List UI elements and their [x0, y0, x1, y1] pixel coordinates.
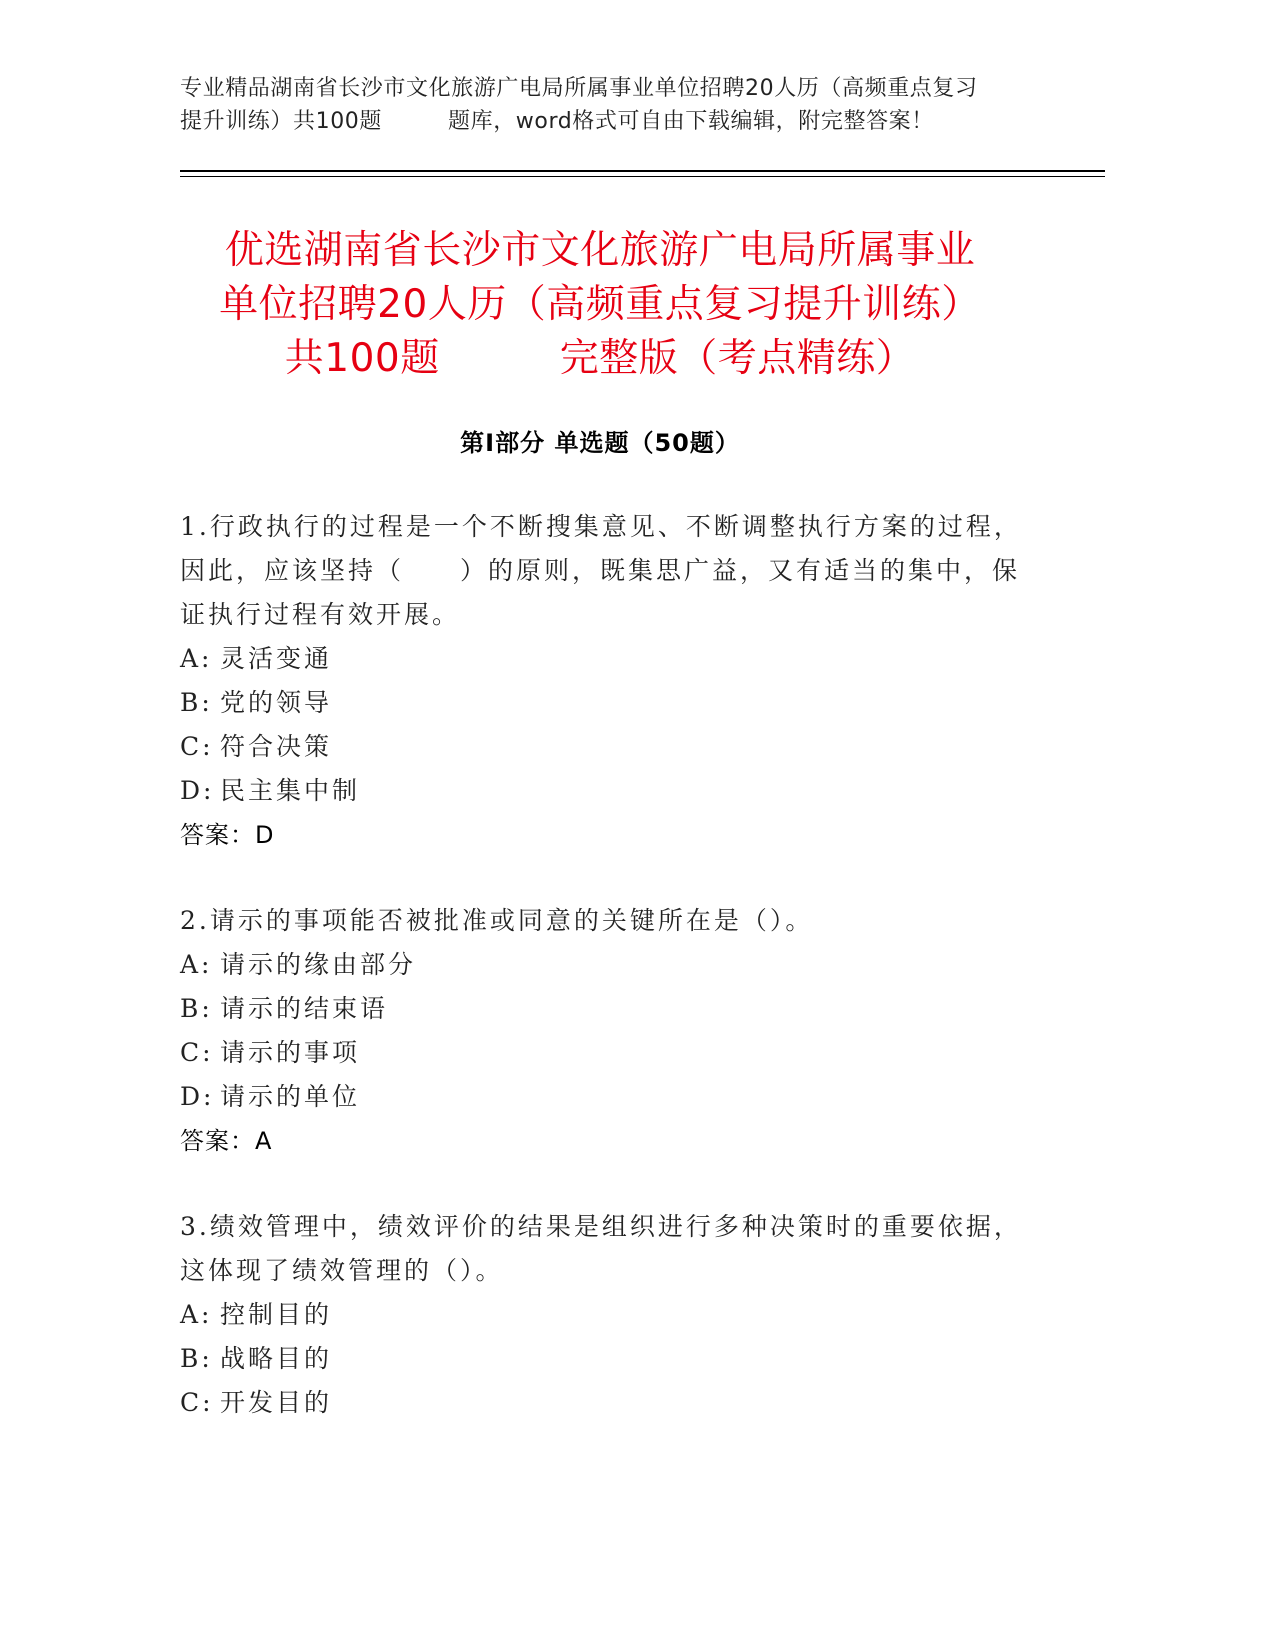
option-text: 战略目的: [220, 1344, 333, 1373]
option-letter: C:: [180, 1388, 214, 1417]
question-1: [180, 505, 1040, 857]
question-2-option-a: [180, 943, 1040, 987]
option-letter: A:: [180, 950, 213, 979]
question-2: [180, 899, 1040, 1163]
section-heading: 第Ⅰ部分 单选题（50题）: [460, 429, 740, 457]
option-text: 符合决策: [220, 732, 333, 761]
option-letter: A:: [180, 1300, 213, 1329]
title-line-2: 单位招聘20人历（高频重点复习提升训练）: [219, 282, 981, 327]
question-1-answer: 答案：D: [180, 821, 275, 849]
question-3: [180, 1205, 1040, 1425]
option-text: 请示的事项: [220, 1038, 361, 1067]
option-text: 民主集中制: [220, 776, 361, 805]
header-line-2-part-a: 提升训练）共100题: [180, 109, 382, 134]
question-1-option-b: [180, 681, 1040, 725]
option-text: 控制目的: [220, 1300, 333, 1329]
option-letter: D:: [180, 1082, 215, 1111]
option-text: 请示的单位: [220, 1082, 361, 1111]
question-2-option-b: [180, 987, 1040, 1031]
option-text: 请示的结束语: [220, 994, 389, 1023]
title-line-3: [170, 332, 1030, 386]
question-3-line-1: 3.绩效管理中，绩效评价的结果是组织进行多种决策时的重要依据，: [180, 1212, 1022, 1241]
option-text: 灵活变通: [220, 644, 333, 673]
question-1-line-3: 证执行过程有效开展。: [180, 600, 461, 629]
option-text: 党的领导: [220, 688, 333, 717]
title-line-3-part-a: 共100题: [284, 336, 440, 381]
option-letter: B:: [180, 688, 213, 717]
question-1-line-1: 1.行政执行的过程是一个不断搜集意见、不断调整执行方案的过程，: [180, 512, 1022, 541]
header-line-1: 专业精品湖南省长沙市文化旅游广电局所属事业单位招聘20人历（高频重点复习: [180, 76, 978, 101]
document-title: [170, 224, 1030, 386]
option-text: 请示的缘由部分: [220, 950, 417, 979]
option-letter: B:: [180, 1344, 213, 1373]
question-2-answer: 答案：A: [180, 1127, 273, 1155]
question-1-option-d: [180, 769, 1040, 813]
header-line-2-part-b: 题库，word格式可自由下载编辑，附完整答案！: [448, 109, 934, 134]
option-letter: B:: [180, 994, 213, 1023]
question-list: [180, 505, 1040, 1467]
option-letter: A:: [180, 644, 213, 673]
question-1-option-c: [180, 725, 1040, 769]
question-2-option-d: [180, 1075, 1040, 1119]
question-2-line-1: 2.请示的事项能否被批准或同意的关键所在是（）。: [180, 906, 814, 935]
question-3-option-c: [180, 1381, 1040, 1425]
header-divider-thick: [180, 170, 1105, 172]
option-letter: C:: [180, 732, 214, 761]
header-line-2: [180, 105, 1060, 138]
question-3-option-b: [180, 1337, 1040, 1381]
document-header-note: [180, 72, 1060, 138]
title-line-1: 优选湖南省长沙市文化旅游广电局所属事业: [224, 228, 976, 273]
option-text: 开发目的: [220, 1388, 333, 1417]
question-2-option-c: [180, 1031, 1040, 1075]
question-1-option-a: [180, 637, 1040, 681]
question-3-line-2: 这体现了绩效管理的（）。: [180, 1256, 504, 1285]
header-divider-thin: [180, 176, 1105, 177]
question-3-option-a: [180, 1293, 1040, 1337]
option-letter: D:: [180, 776, 215, 805]
title-line-3-part-b: 完整版（考点精练）: [559, 336, 916, 381]
option-letter: C:: [180, 1038, 214, 1067]
question-1-line-2: 因此，应该坚持（ ）的原则，既集思广益，又有适当的集中，保: [180, 556, 1021, 585]
